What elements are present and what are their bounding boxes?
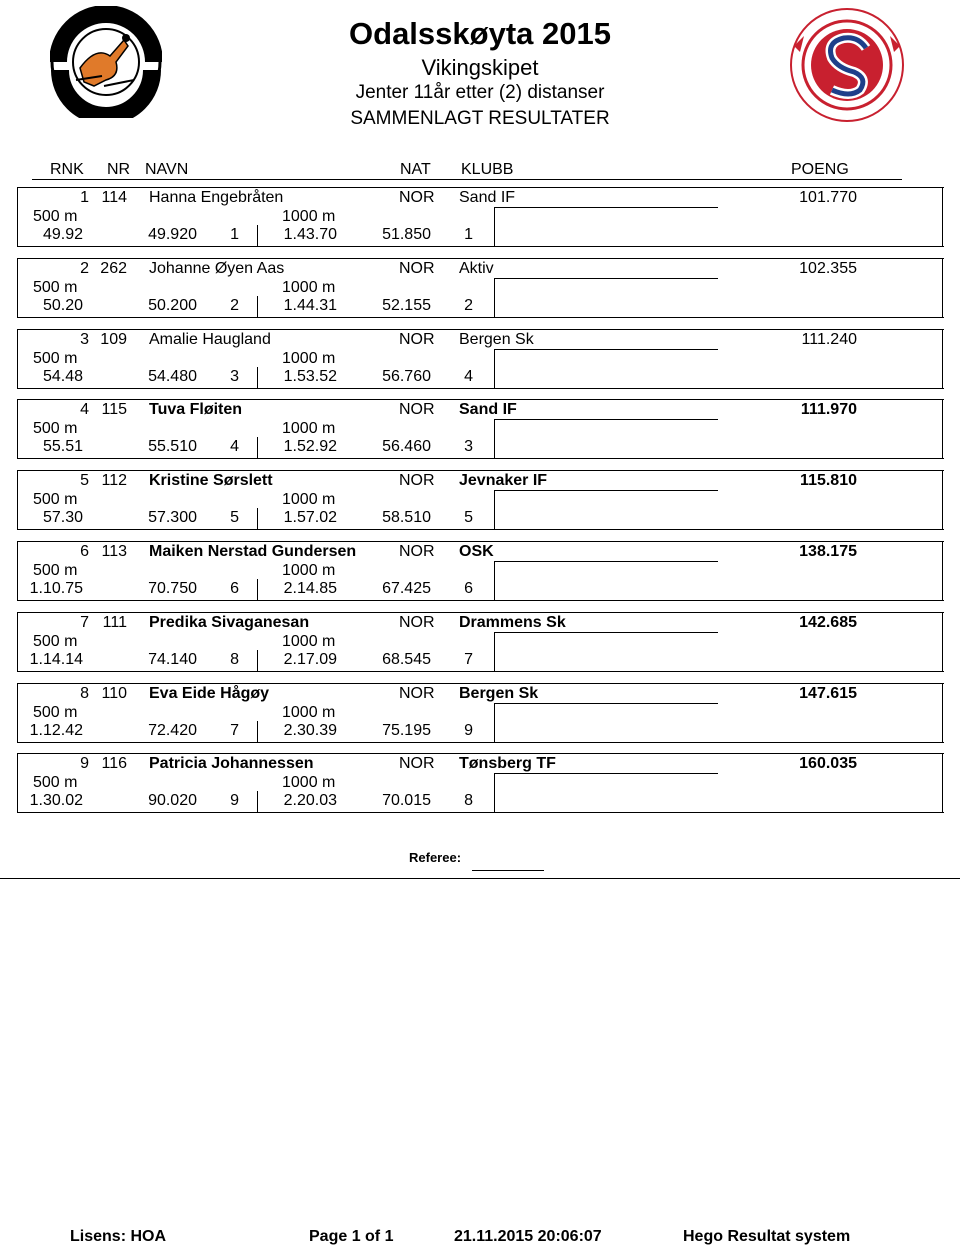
distance-label-500: 500 m [33, 562, 78, 579]
footer-page: Page 1 of 1 [309, 1228, 394, 1245]
rank-1000: 4 [464, 368, 473, 385]
row-border [17, 753, 18, 813]
row-border [942, 258, 943, 318]
row-border [17, 399, 944, 400]
points-1000: 58.510 [382, 509, 431, 526]
rank: 1 [80, 189, 89, 206]
row-border [17, 258, 944, 259]
row-border [494, 561, 718, 562]
total-points: 111.970 [800, 401, 857, 418]
rank-1000: 5 [464, 509, 473, 526]
distance-label-1000: 1000 m [282, 491, 336, 508]
row-border [17, 187, 944, 188]
row-border [494, 703, 495, 742]
row-border [17, 541, 18, 601]
referee-label: Referee: [409, 850, 462, 865]
row-border [257, 721, 258, 742]
time-500: 55.51 [42, 438, 83, 455]
distance-label-500: 500 m [33, 350, 78, 367]
club: OSK [459, 543, 494, 560]
row-border [257, 437, 258, 458]
row-border [942, 187, 943, 247]
points-1000: 52.155 [382, 297, 431, 314]
time-1000: 2.20.03 [283, 792, 337, 809]
footer-system: Hego Resultat system [683, 1228, 851, 1245]
rank: 7 [80, 614, 89, 631]
points-500: 57.300 [148, 509, 197, 526]
row-border [17, 600, 944, 601]
row-border [17, 541, 944, 542]
row-border [257, 650, 258, 671]
athlete-name: Patricia Johannessen [149, 755, 314, 772]
points-500: 72.420 [148, 722, 197, 739]
club: Aktiv [459, 260, 494, 277]
row-border [17, 671, 944, 672]
row-border [257, 579, 258, 600]
referee-signature-line [472, 870, 544, 871]
row-border [942, 612, 943, 672]
row-border [942, 399, 943, 459]
distance-label-500: 500 m [33, 279, 78, 296]
rank-500: 3 [230, 368, 239, 385]
row-border [17, 399, 18, 459]
row-border [257, 508, 258, 529]
row-border [17, 742, 944, 743]
points-500: 54.480 [148, 368, 197, 385]
row-border [257, 296, 258, 317]
row-border [17, 317, 944, 318]
rank-1000: 9 [464, 722, 473, 739]
total-points: 101.770 [799, 189, 857, 206]
result-row [17, 187, 944, 247]
row-border [17, 187, 18, 247]
nationality: NOR [399, 685, 435, 702]
total-points: 142.685 [799, 614, 857, 631]
row-border [494, 278, 495, 317]
points-1000: 68.545 [382, 651, 431, 668]
row-border [494, 490, 495, 529]
club: Drammens Sk [459, 614, 566, 631]
nationality: NOR [399, 401, 435, 418]
time-500: 1.12.42 [29, 722, 83, 739]
points-1000: 51.850 [382, 226, 431, 243]
time-1000: 2.30.39 [283, 722, 337, 739]
row-border [942, 470, 943, 530]
start-number: 110 [101, 685, 127, 702]
row-border [942, 683, 943, 743]
row-border [942, 329, 943, 389]
row-border [17, 529, 944, 530]
row-border [494, 419, 495, 458]
distance-label-1000: 1000 m [282, 704, 336, 721]
row-border [494, 703, 718, 704]
distance-label-1000: 1000 m [282, 420, 336, 437]
row-border [257, 791, 258, 812]
start-number: 114 [101, 189, 127, 206]
rank-500: 5 [230, 509, 239, 526]
distance-label-500: 500 m [33, 491, 78, 508]
row-border [257, 367, 258, 388]
time-500: 57.30 [42, 509, 83, 526]
athlete-name: Tuva Fløiten [149, 401, 243, 418]
time-1000: 1.57.02 [283, 509, 337, 526]
report-title: SAMMENLAGT RESULTATER [350, 108, 610, 129]
row-border [17, 470, 18, 530]
row-border [494, 632, 718, 633]
nationality: NOR [399, 472, 435, 489]
row-border [17, 683, 18, 743]
distance-label-1000: 1000 m [282, 208, 336, 225]
points-500: 74.140 [148, 651, 197, 668]
points-500: 55.510 [148, 438, 197, 455]
rank-500: 1 [230, 226, 239, 243]
page-title: Odalsskøyta 2015 [349, 16, 611, 51]
row-border [494, 561, 495, 600]
rank-1000: 8 [464, 792, 473, 809]
club: Tønsberg TF [459, 755, 556, 772]
athlete-name: Amalie Haugland [149, 331, 271, 348]
row-border [17, 753, 944, 754]
distance-label-500: 500 m [33, 774, 78, 791]
column-header-klubb: KLUBB [461, 161, 514, 178]
time-500: 49.92 [42, 226, 83, 243]
distance-label-500: 500 m [33, 420, 78, 437]
time-1000: 2.14.85 [283, 580, 337, 597]
time-500: 50.20 [42, 297, 83, 314]
result-row [17, 470, 944, 530]
row-border [494, 207, 495, 246]
column-header-poeng: POENG [791, 161, 849, 178]
time-500: 1.30.02 [29, 792, 83, 809]
result-row [17, 258, 944, 318]
row-border [17, 458, 944, 459]
points-1000: 67.425 [382, 580, 431, 597]
athlete-name: Kristine Sørslett [149, 472, 273, 489]
rank: 5 [80, 472, 89, 489]
total-points: 147.615 [799, 685, 857, 702]
time-500: 54.48 [42, 368, 83, 385]
row-border [17, 470, 944, 471]
row-border [17, 258, 18, 318]
points-500: 70.750 [148, 580, 197, 597]
result-row [17, 683, 944, 743]
total-points: 111.240 [801, 331, 857, 348]
header-divider [32, 179, 902, 180]
row-border [17, 612, 944, 613]
footer-timestamp: 21.11.2015 20:06:07 [454, 1228, 602, 1245]
result-row [17, 753, 944, 813]
result-row [17, 329, 944, 389]
rank-1000: 6 [464, 580, 473, 597]
row-border [17, 246, 944, 247]
row-border [942, 541, 943, 601]
distance-label-500: 500 m [33, 208, 78, 225]
start-number: 115 [101, 401, 127, 418]
result-row [17, 612, 944, 672]
rank-1000: 2 [464, 297, 473, 314]
points-1000: 75.195 [382, 722, 431, 739]
distance-label-1000: 1000 m [282, 279, 336, 296]
row-border [942, 753, 943, 813]
row-border [17, 388, 944, 389]
rank: 8 [80, 685, 89, 702]
distance-label-500: 500 m [33, 704, 78, 721]
distance-label-500: 500 m [33, 633, 78, 650]
column-header-nat: NAT [400, 161, 431, 178]
athlete-name: Hanna Engebråten [149, 189, 284, 206]
rank-1000: 7 [464, 651, 473, 668]
row-border [494, 773, 495, 812]
column-header-rnk: RNK [50, 161, 84, 178]
start-number: 116 [101, 755, 127, 772]
club: Sand IF [459, 401, 517, 418]
result-row [17, 541, 944, 601]
footer-license: Lisens: HOA [70, 1228, 167, 1245]
total-points: 115.810 [800, 472, 857, 489]
rank: 6 [80, 543, 89, 560]
rank: 4 [80, 401, 89, 418]
row-border [494, 419, 718, 420]
nationality: NOR [399, 755, 435, 772]
points-1000: 56.760 [382, 368, 431, 385]
points-500: 90.020 [148, 792, 197, 809]
time-1000: 1.43.70 [283, 226, 337, 243]
distance-label-1000: 1000 m [282, 633, 336, 650]
nationality: NOR [399, 331, 435, 348]
row-border [17, 329, 944, 330]
club: Jevnaker IF [459, 472, 548, 489]
page-divider [0, 878, 960, 879]
column-header-navn: NAVN [145, 161, 189, 178]
row-border [17, 329, 18, 389]
row-border [17, 612, 18, 672]
rank: 3 [80, 331, 89, 348]
row-border [494, 207, 718, 208]
row-border [494, 278, 718, 279]
time-1000: 1.44.31 [283, 297, 337, 314]
row-border [494, 349, 718, 350]
rank-500: 7 [230, 722, 239, 739]
time-1000: 1.52.92 [283, 438, 337, 455]
row-border [494, 773, 718, 774]
distance-label-1000: 1000 m [282, 562, 336, 579]
row-border [17, 683, 944, 684]
row-border [17, 812, 944, 813]
time-1000: 1.53.52 [283, 368, 337, 385]
start-number: 109 [100, 331, 127, 348]
points-500: 49.920 [148, 226, 197, 243]
points-1000: 56.460 [382, 438, 431, 455]
nationality: NOR [399, 543, 435, 560]
athlete-name: Maiken Nerstad Gundersen [149, 543, 357, 560]
rank: 2 [80, 260, 89, 277]
time-500: 1.14.14 [29, 651, 83, 668]
nationality: NOR [399, 614, 435, 631]
time-500: 1.10.75 [29, 580, 83, 597]
rank-500: 8 [230, 651, 239, 668]
points-500: 50.200 [148, 297, 197, 314]
start-number: 112 [101, 472, 127, 489]
club: Bergen Sk [459, 331, 534, 348]
distance-label-1000: 1000 m [282, 350, 336, 367]
total-points: 102.355 [799, 260, 857, 277]
total-points: 138.175 [799, 543, 857, 560]
rank-500: 9 [230, 792, 239, 809]
athlete-name: Johanne Øyen Aas [149, 260, 285, 277]
row-border [494, 632, 495, 671]
total-points: 160.035 [799, 755, 857, 772]
nationality: NOR [399, 189, 435, 206]
column-header-nr: NR [107, 161, 131, 178]
athlete-name: Predika Sivaganesan [149, 614, 310, 631]
distance-label-1000: 1000 m [282, 774, 336, 791]
athlete-name: Eva Eide Hågøy [149, 685, 270, 702]
rank-1000: 1 [464, 226, 473, 243]
class-line: Jenter 11år etter (2) distanser [355, 82, 605, 103]
row-border [494, 349, 495, 388]
rank: 9 [80, 755, 89, 772]
rank-500: 2 [230, 297, 239, 314]
rank-1000: 3 [464, 438, 473, 455]
row-border [494, 490, 718, 491]
result-row [17, 399, 944, 459]
club: Sand IF [459, 189, 516, 206]
venue-name: Vikingskipet [421, 55, 539, 80]
start-number: 262 [100, 260, 127, 277]
row-border [257, 225, 258, 246]
points-1000: 70.015 [382, 792, 431, 809]
start-number: 111 [102, 614, 127, 631]
start-number: 113 [101, 543, 127, 560]
nationality: NOR [399, 260, 435, 277]
time-1000: 2.17.09 [283, 651, 337, 668]
rank-500: 4 [230, 438, 239, 455]
club: Bergen Sk [459, 685, 539, 702]
rank-500: 6 [230, 580, 239, 597]
